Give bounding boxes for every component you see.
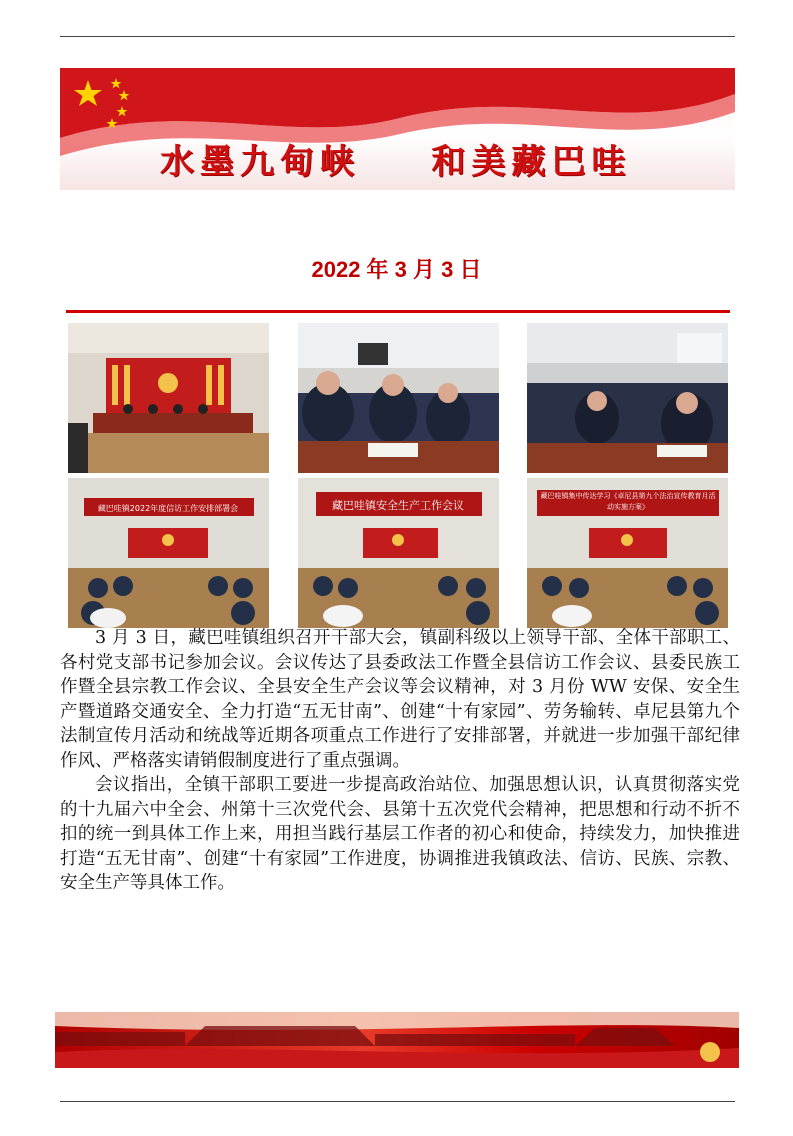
photo-hall-law-study (527, 478, 728, 628)
bottom-rule (60, 1101, 735, 1102)
photo-officials-at-desk-1 (298, 323, 499, 473)
red-divider (66, 310, 730, 313)
banner-text: 藏巴哇镇2022年度信访工作安排部署会 (97, 504, 239, 513)
photo-hall-petition-meeting (68, 478, 269, 628)
banner-text: 藏巴哇镇安全生产工作会议 (332, 499, 464, 512)
top-rule (60, 36, 735, 37)
article-paragraph: 3 月 3 日，藏巴哇镇组织召开干部大会，镇副科级以上领导干部、全体干部职工、各村党支部书记参加会议。会议传达了县委政法工作暨全县信访工作会议、县委民族工作暨全县宗教工作会议、全县安全生产会议等会议精神，对 3 月份 WW 安保、安全生产暨道路交通安全、全力打造“五无甘南”、创建“十有家园”、劳务输转、卓尼县第九个法制宣传月活动和统战等近期各项重点工作进行了安排部署，并就进一步加强干部纪律作风、严格落实请销假制度进行了重点强调。 (60, 628, 740, 771)
photo-hall-safety-meeting (298, 478, 499, 628)
photo-meeting-hall-stage (68, 323, 269, 473)
report-date: 2022 年 3 月 3 日 (311, 257, 482, 282)
party-emblem-icon (700, 1042, 720, 1062)
header-banner (60, 68, 735, 190)
footer-banner (55, 1012, 739, 1068)
banner-text: 藏巴哇镇集中传达学习《卓尼县第九个法治宣传教育月活动实施方案》 (540, 492, 716, 511)
photo-officials-at-desk-2 (527, 323, 728, 473)
article-body (60, 626, 740, 896)
banner-slogan: 水墨九甸峡 和美藏巴哇 (160, 142, 632, 182)
article-paragraph: 会议指出，全镇干部职工要进一步提高政治站位、加强思想认识，认真贯彻落实党的十九届六中全会、州第十三次党代会、县第十五次党代会精神，把思想和行动不折不扣的统一到具体工作上来，用担当践行基层工作者的初心和使命，持续发力，加快推进打造“五无甘南”、创建“十有家园”工作进度，协调推进我镇政法、信访、民族、宗教、安全生产等具体工作。 (60, 775, 740, 893)
